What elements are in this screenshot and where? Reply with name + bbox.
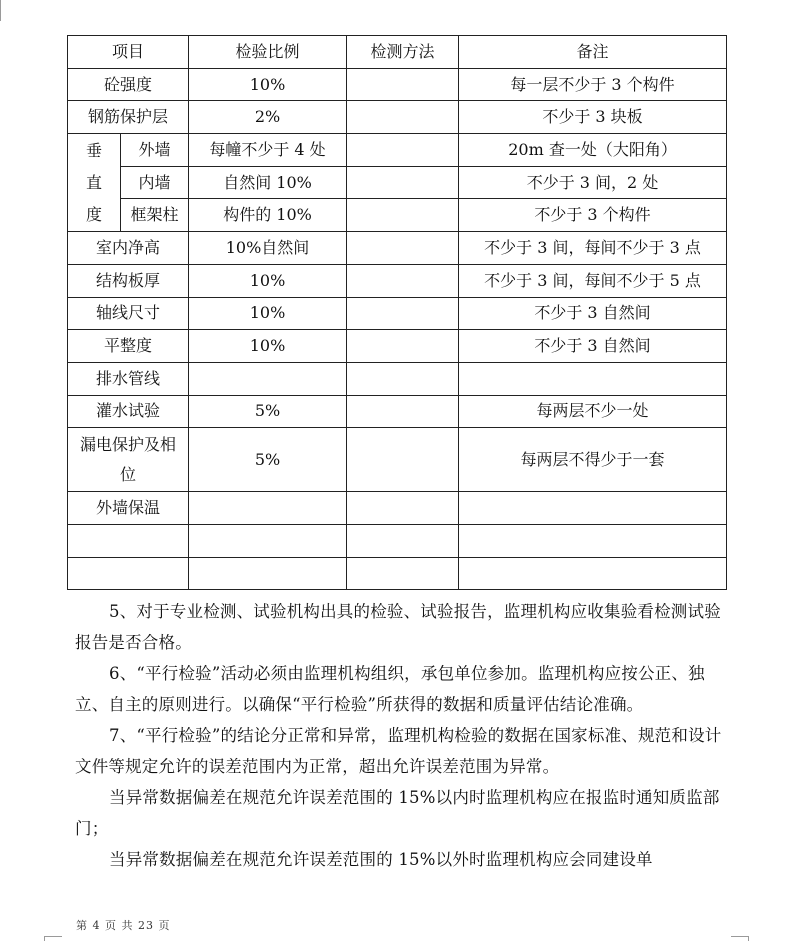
- row-method: [347, 166, 459, 199]
- row-ratio: [189, 524, 347, 557]
- row-ratio: 自然间 10%: [189, 166, 347, 199]
- row-item: 钢筋保护层: [68, 101, 189, 134]
- header-ratio: 检验比例: [189, 36, 347, 69]
- paragraph: 当异常数据偏差在规范允许误差范围的 15%以内时监理机构应在报监时通知质监部门；: [75, 788, 720, 838]
- table-row: [68, 395, 727, 428]
- page-footer: 第 4 页 共 23 页: [76, 919, 171, 932]
- row-note: [459, 524, 727, 557]
- row-method: [347, 264, 459, 297]
- row-item: 排水管线: [68, 362, 189, 395]
- paragraph: 7、“平行检验”的结论分正常和异常，监理机构检验的数据在国家标准、规范和设计文件等规定允许的误差范围内为正常，超出允许误差范围为异常。: [75, 726, 722, 776]
- row-method: [347, 428, 459, 492]
- row-method: [347, 101, 459, 134]
- vertical-char: 直: [85, 172, 102, 192]
- row-method: [347, 362, 459, 395]
- table-header-row: [68, 36, 727, 69]
- row-item: 结构板厚: [68, 264, 189, 297]
- row-ratio: 10%自然间: [189, 232, 347, 265]
- row-note: 20m 查一处（大阳角）: [459, 134, 727, 167]
- row-note: 不少于 3 间，2 处: [459, 166, 727, 199]
- row-ratio: 10%: [189, 68, 347, 101]
- table-row: [68, 428, 727, 492]
- table-row: [68, 330, 727, 363]
- row-ratio: [189, 362, 347, 395]
- row-item: 室内净高: [68, 232, 189, 265]
- row-note: [459, 557, 727, 590]
- table-row: [68, 297, 727, 330]
- row-note: 不少于 3 间，每间不少于 5 点: [459, 264, 727, 297]
- row-method: [347, 68, 459, 101]
- header-method: 检测方法: [347, 36, 459, 69]
- row-method: [347, 297, 459, 330]
- table-row: [68, 557, 727, 590]
- row-sub-item: 框架柱: [121, 199, 189, 232]
- table-row: [68, 166, 727, 199]
- row-method: [347, 557, 459, 590]
- table-row: [68, 232, 727, 265]
- row-item: 平整度: [68, 330, 189, 363]
- paragraph: 6、“平行检验”活动必须由监理机构组织，承包单位参加。监理机构应按公正、独立、自主的原则进行。以确保“平行检验”所获得的数据和质量评估结论准确。: [75, 664, 705, 714]
- row-item: 砼强度: [68, 68, 189, 101]
- table-row: [68, 68, 727, 101]
- row-ratio: 构件的 10%: [189, 199, 347, 232]
- row-item: [68, 524, 189, 557]
- row-sub-item: 外墙: [121, 134, 189, 167]
- row-method: [347, 492, 459, 525]
- row-ratio: 2%: [189, 101, 347, 134]
- row-method: [347, 134, 459, 167]
- crop-mark-top-left: [0, 0, 1, 21]
- row-note: 不少于 3 自然间: [459, 330, 727, 363]
- table-row: [68, 492, 727, 525]
- row-note: [459, 492, 727, 525]
- table-row: [68, 362, 727, 395]
- row-item: 轴线尺寸: [68, 297, 189, 330]
- inspection-table: [67, 35, 727, 590]
- row-note: 不少于 3 自然间: [459, 297, 727, 330]
- row-note: 不少于 3 间，每间不少于 3 点: [459, 232, 727, 265]
- row-sub-item: 内墙: [121, 166, 189, 199]
- table-row: [68, 199, 727, 232]
- table-row: [68, 134, 727, 167]
- row-item: [68, 428, 189, 492]
- row-note: [459, 362, 727, 395]
- row-ratio: 5%: [189, 395, 347, 428]
- row-ratio: 每幢不少于 4 处: [189, 134, 347, 167]
- header-note: 备注: [459, 36, 727, 69]
- row-ratio: 10%: [189, 330, 347, 363]
- row-note: 不少于 3 块板: [459, 101, 727, 134]
- row-method: [347, 199, 459, 232]
- row-note: 不少于 3 个构件: [459, 199, 727, 232]
- row-method: [347, 330, 459, 363]
- table-row: [68, 524, 727, 557]
- row-note: 每一层不少于 3 个构件: [459, 68, 727, 101]
- vertical-group-label: [68, 134, 121, 232]
- row-item: [68, 557, 189, 590]
- header-item: 项目: [68, 36, 189, 69]
- row-item: 外墙保温: [68, 492, 189, 525]
- paragraph: 5、对于专业检测、试验机构出具的检验、试验报告，监理机构应收集验看检测试验报告是否合格。: [75, 602, 721, 652]
- vertical-char: 垂: [85, 140, 102, 160]
- row-method: [347, 395, 459, 428]
- vertical-char: 度: [85, 204, 102, 224]
- row-note: 每两层不得少于一套: [459, 428, 727, 492]
- row-ratio: 5%: [189, 428, 347, 492]
- row-method: [347, 524, 459, 557]
- row-ratio: [189, 557, 347, 590]
- row-item: 灌水试验: [68, 395, 189, 428]
- row-ratio: [189, 492, 347, 525]
- crop-mark-bottom-left-h: [44, 936, 62, 937]
- crop-mark-bottom-right-h: [731, 936, 749, 937]
- paragraph: 当异常数据偏差在规范允许误差范围的 15%以外时监理机构应会同建设单: [109, 850, 653, 869]
- row-ratio: 10%: [189, 264, 347, 297]
- table-row: [68, 264, 727, 297]
- row-method: [347, 232, 459, 265]
- body-text: [75, 596, 725, 875]
- row-note: 每两层不少一处: [459, 395, 727, 428]
- row-item-text: 漏电保护及相位: [80, 434, 177, 484]
- row-ratio: 10%: [189, 297, 347, 330]
- table-row: [68, 101, 727, 134]
